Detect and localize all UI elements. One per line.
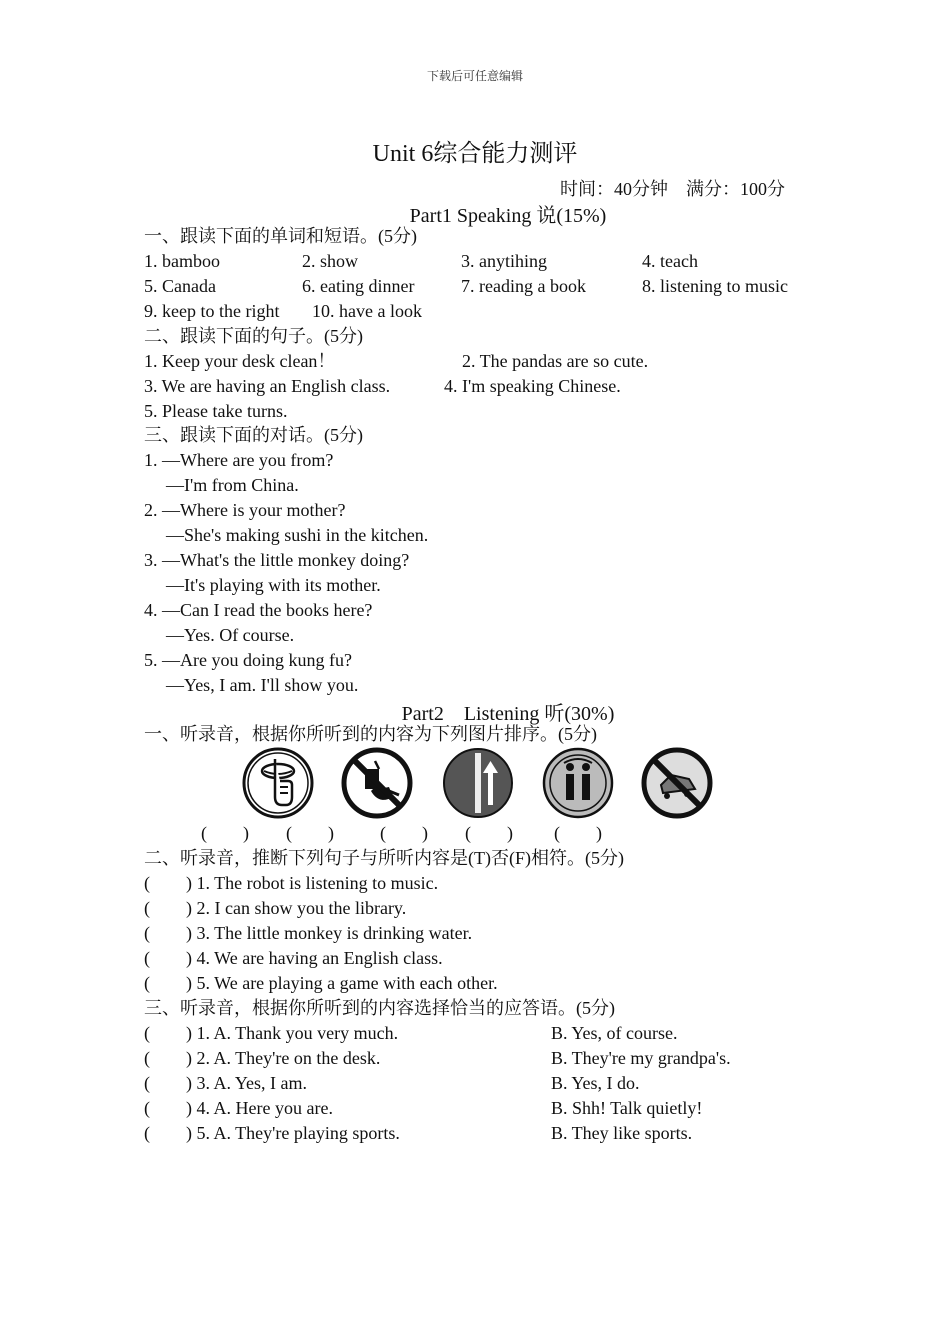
section-title: 一、跟读下面的单词和短语。(5分): [144, 226, 417, 246]
choice-a: ( ) 4. A. Here you are.: [144, 1098, 333, 1118]
section-title: 一、听录音，根据你所听到的内容为下列图片排序。(5分): [144, 724, 597, 744]
header-note: 下载后可任意编辑: [426, 69, 523, 83]
page-title: Unit 6综合能力测评: [372, 141, 578, 167]
word-item: 6. eating dinner: [302, 276, 415, 296]
word-item: 1. bamboo: [144, 251, 220, 271]
dialogue-line: —I'm from China.: [166, 475, 299, 495]
dialogue-line: —Yes. Of course.: [166, 625, 295, 645]
section-title: 二、听录音，推断下列句子与所听内容是(T)否(F)相符。(5分): [144, 848, 624, 868]
no-eating-drinking-icon: [341, 747, 413, 819]
sentence-item: 1. Keep your desk clean！: [144, 351, 336, 371]
word-item: 4. teach: [642, 251, 698, 271]
dialogue-line: 1. —Where are you from?: [144, 450, 334, 470]
choice-a: ( ) 3. A. Yes, I am.: [144, 1073, 308, 1093]
dialogue-line: 2. —Where is your mother?: [144, 500, 346, 520]
word-item: 7. reading a book: [461, 276, 586, 296]
exam-meta: 时间：40分钟 满分：100分: [560, 179, 785, 199]
part1-heading: Part1 Speaking 说(15%): [409, 205, 607, 227]
choice-b: B. They like sports.: [551, 1123, 693, 1143]
answer-blank[interactable]: ( ): [286, 823, 334, 843]
choice-b: B. Yes, I do.: [551, 1073, 640, 1093]
talk-icon: [542, 747, 614, 819]
dialogue-line: 5. —Are you doing kung fu?: [144, 650, 352, 670]
choice-a: ( ) 2. A. They're on the desk.: [144, 1048, 381, 1068]
word-item: 5. Canada: [144, 276, 216, 296]
dialogue-line: 4. —Can I read the books here?: [144, 600, 373, 620]
quiet-sign-icon: [242, 747, 314, 819]
word-item: 8. listening to music: [642, 276, 788, 296]
section-title: 三、跟读下面的对话。(5分): [144, 425, 363, 445]
tf-item: ( ) 2. I can show you the library.: [144, 898, 407, 918]
answer-blank[interactable]: ( ): [201, 823, 249, 843]
tf-item: ( ) 3. The little monkey is drinking water.: [144, 923, 473, 943]
no-rollerskating-icon: [641, 747, 713, 819]
word-item: 9. keep to the right: [144, 301, 280, 321]
sentence-item: 2. The pandas are so cute.: [462, 351, 649, 371]
dialogue-line: —It's playing with its mother.: [166, 575, 381, 595]
tf-item: ( ) 4. We are having an English class.: [144, 948, 443, 968]
choice-b: B. They're my grandpa's.: [551, 1048, 731, 1068]
sentence-item: 3. We are having an English class.: [144, 376, 391, 396]
dialogue-line: —Yes, I am. I'll show you.: [166, 675, 359, 695]
answer-blank[interactable]: ( ): [554, 823, 602, 843]
word-item: 3. anytihing: [461, 251, 547, 271]
tf-item: ( ) 1. The robot is listening to music.: [144, 873, 439, 893]
dialogue-line: —She's making sushi in the kitchen.: [166, 525, 429, 545]
answer-blank[interactable]: ( ): [380, 823, 428, 843]
answer-blank[interactable]: ( ): [465, 823, 513, 843]
word-item: 2. show: [302, 251, 359, 271]
section-title: 二、跟读下面的句子。(5分): [144, 326, 363, 346]
choice-b: B. Shh! Talk quietly!: [551, 1098, 703, 1118]
choice-a: ( ) 1. A. Thank you very much.: [144, 1023, 399, 1043]
choice-b: B. Yes, of course.: [551, 1023, 678, 1043]
part2-heading: Part2 Listening 听(30%): [401, 703, 615, 725]
choice-a: ( ) 5. A. They're playing sports.: [144, 1123, 400, 1143]
keep-right-icon: [442, 747, 514, 819]
tf-item: ( ) 5. We are playing a game with each other.: [144, 973, 498, 993]
section-title: 三、听录音，根据你所听到的内容选择恰当的应答语。(5分): [144, 998, 615, 1018]
word-item: 10. have a look: [312, 301, 422, 321]
dialogue-line: 3. —What's the little monkey doing?: [144, 550, 410, 570]
sentence-item: 4. I'm speaking Chinese.: [444, 376, 621, 396]
sentence-item: 5. Please take turns.: [144, 401, 288, 421]
